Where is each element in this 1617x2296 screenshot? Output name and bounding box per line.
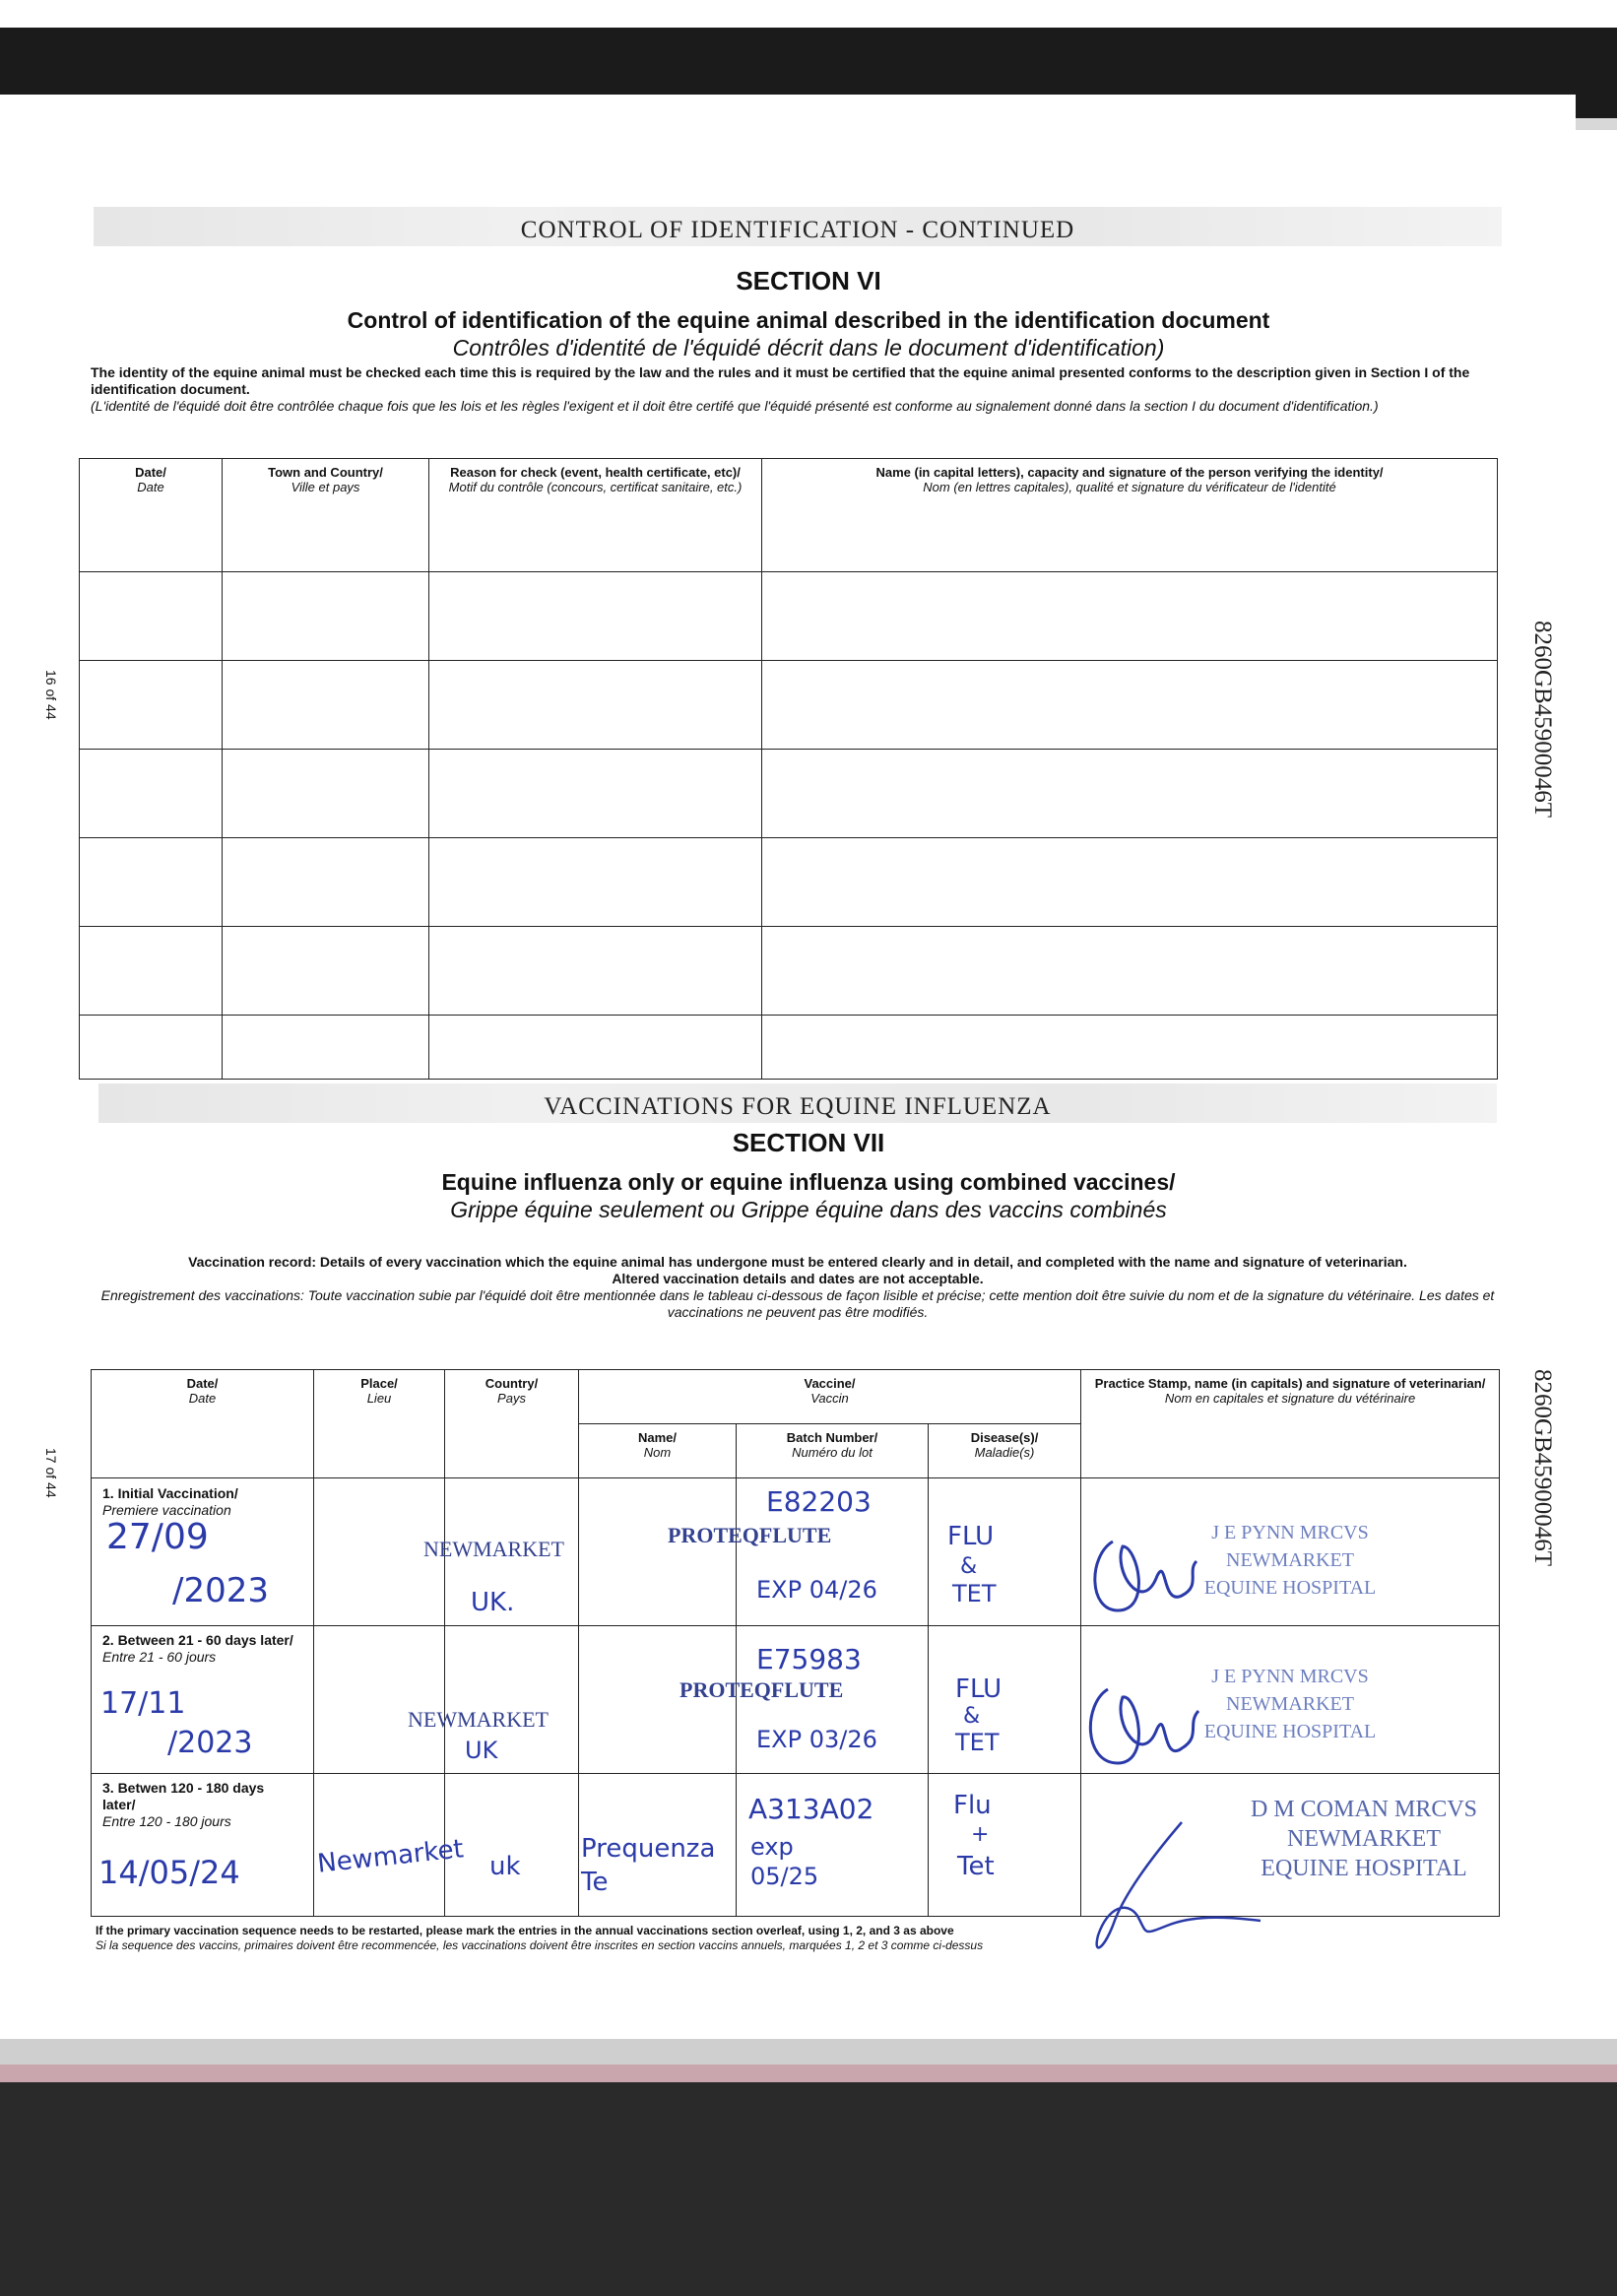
col-vacc-name: Name/ Nom (579, 1424, 737, 1478)
col-vacc-disease: Disease(s)/ Maladie(s) (929, 1424, 1081, 1478)
row3-place: Newmarket (315, 1834, 466, 1879)
col-reason: Reason for check (event, health certificate, etc)/ Motif du contrôle (concours, certificat sanitaire, etc.) (429, 459, 762, 572)
section7-band: VACCINATIONS FOR EQUINE INFLUENZA (98, 1083, 1497, 1123)
col-town: Town and Country/ Ville et pays (223, 459, 429, 572)
col-date: Date/ Date (80, 459, 223, 572)
footnote-en: If the primary vaccination sequence needs to be restarted, please mark the entries in the annual vaccinations section overleaf, using 1, 2, and 3 as above (96, 1924, 954, 1937)
row2-expiry: EXP 03/26 (756, 1726, 877, 1753)
row3-batch: A313A02 (748, 1793, 874, 1825)
col-vacc-place: Place/ Lieu (314, 1370, 445, 1478)
record-note-fr: Enregistrement des vaccinations: Toute vaccination subie par l'équidé doit être mentionnée dans le tableau ci-dessous de façon lisible et précise; cette mention doit être suivie du nom et de la signature du vétérinaire. Les dates et vaccinations ne peuvent pas être modifiés. (100, 1287, 1495, 1320)
row3-stamp: D M COMAN MRCVS NEWMARKET EQUINE HOSPITAL (1250, 1797, 1478, 1881)
row2-stamp: J E PYNN MRCVS NEWMARKET EQUINE HOSPITAL (1203, 1666, 1377, 1742)
record-note-en-2: Altered vaccination details and dates are not acceptable. (612, 1271, 984, 1286)
row2-vaccine-name: PROTEQFLUTE (679, 1677, 844, 1702)
row3-vaccine-name: Prequenza Te (581, 1834, 716, 1897)
table-row (80, 572, 1498, 661)
section6-intro-en: The identity of the equine animal must be checked each time this is required by the law and the rules and it must be certified that the equine animal presented conforms to the description given in Section I of the identification document. (91, 364, 1470, 397)
section6-band: CONTROL OF IDENTIFICATION - CONTINUED (94, 207, 1502, 246)
row3-label: 3. Betwen 120 - 180 days later/ Entre 120 - 180 jours (102, 1780, 265, 1829)
section7-footnote (96, 1924, 1130, 1953)
row2-disease-b: & (963, 1704, 981, 1729)
section6-intro-fr: (L'identité de l'équidé doit être contrôlée chaque fois que les lois et les règles l'exigent et il doit être certifé que l'équidé présenté est conforme au signalement donné dans la section I du document d'identification.) (91, 398, 1379, 414)
col-vacc-date: Date/ Date (92, 1370, 314, 1478)
row1-expiry: EXP 04/26 (756, 1576, 877, 1604)
document-id-lower: 8260GB45900046T (1529, 1369, 1556, 1566)
row2-disease-a: FLU (955, 1674, 1003, 1704)
document-id-upper: 8260GB45900046T (1529, 621, 1556, 818)
row2-disease-c: TET (955, 1729, 1000, 1756)
identification-check-table (79, 458, 1498, 1080)
row1-signature (1083, 1517, 1221, 1625)
row3-expiry: exp 05/25 (750, 1833, 819, 1890)
footnote-fr: Si la sequence des vaccins, primaires doivent être recommencée, les vaccinations doivent être inscrites en section vaccins annuels, marquées 1, 2 et 3 comme ci-dessus (96, 1938, 984, 1952)
row2-date-b: /2023 (167, 1726, 253, 1760)
col-vacc-vaccine: Vaccine/ Vaccin (579, 1370, 1081, 1424)
page-number-16: 16 of 44 (43, 670, 59, 720)
row2-date-a: 17/11 (100, 1686, 186, 1721)
table-row (80, 750, 1498, 838)
row2-label: 2. Between 21 - 60 days later/ Entre 21 - 60 jours (102, 1632, 293, 1665)
section6-subtitle-en: Control of identification of the equine animal described in the identification document (347, 307, 1270, 333)
row1-batch: E82203 (766, 1485, 872, 1518)
record-note-en: Vaccination record: Details of every vaccination which the equine animal has undergone must be entered clearly and in detail, and completed with the name and signature of veterinarian. (188, 1254, 1407, 1270)
row1-stamp: J E PYNN MRCVS NEWMARKET EQUINE HOSPITAL (1203, 1522, 1377, 1599)
row3-disease-b: + (971, 1822, 990, 1847)
scan-border-bottom (0, 2039, 1617, 2296)
page-number-17: 17 of 44 (43, 1448, 59, 1498)
row3-disease-c: Tet (957, 1852, 995, 1881)
row2-signature (1078, 1670, 1226, 1778)
section6-intro (91, 364, 1489, 415)
row1-disease-c: TET (952, 1580, 997, 1607)
table-row (80, 927, 1498, 1016)
table-row (80, 661, 1498, 750)
table-row (80, 1016, 1498, 1080)
section6-subtitle-fr: Contrôles d'identité de l'équidé décrit dans le document d'identification) (452, 335, 1165, 361)
row2-batch: E75983 (756, 1643, 862, 1675)
row1-disease-b: & (960, 1554, 978, 1579)
section7-subtitle-fr: Grippe équine seulement ou Grippe équine dans des vaccins combinés (450, 1197, 1167, 1222)
row3-country: uk (489, 1852, 521, 1881)
row1-date-a: 27/09 (106, 1517, 209, 1557)
col-vacc-stamp: Practice Stamp, name (in capitals) and signature of veterinarian/ Nom en capitales et signature du vétérinaire (1081, 1370, 1500, 1478)
row2-place: NEWMARKET (408, 1707, 549, 1732)
row3-date: 14/05/24 (98, 1854, 240, 1891)
row2-country: UK (465, 1737, 498, 1764)
col-vacc-country: Country/ Pays (445, 1370, 579, 1478)
row1-country: UK. (471, 1588, 515, 1617)
table-row (80, 838, 1498, 927)
row1-place: NEWMARKET (423, 1537, 564, 1561)
section6-title: SECTION VI (736, 266, 881, 295)
row3-disease-a: Flu (953, 1791, 992, 1820)
col-vacc-batch: Batch Number/ Numéro du lot (737, 1424, 929, 1478)
section7-title: SECTION VII (732, 1128, 885, 1157)
row1-disease-a: FLU (947, 1522, 995, 1551)
row1-vaccine-name: PROTEQFLUTE (668, 1523, 832, 1547)
row1-date-b: /2023 (172, 1571, 269, 1610)
col-verifier: Name (in capital letters), capacity and signature of the person verifying the identity/ Nom (en lettres capitales), qualité et signature du vérificateur de l'identité (762, 459, 1498, 572)
section7-record-note (94, 1254, 1502, 1321)
section7-subtitle-en: Equine influenza only or equine influenza using combined vaccines/ (441, 1169, 1176, 1195)
row1-label: 1. Initial Vaccination/ Premiere vaccination (102, 1485, 238, 1518)
